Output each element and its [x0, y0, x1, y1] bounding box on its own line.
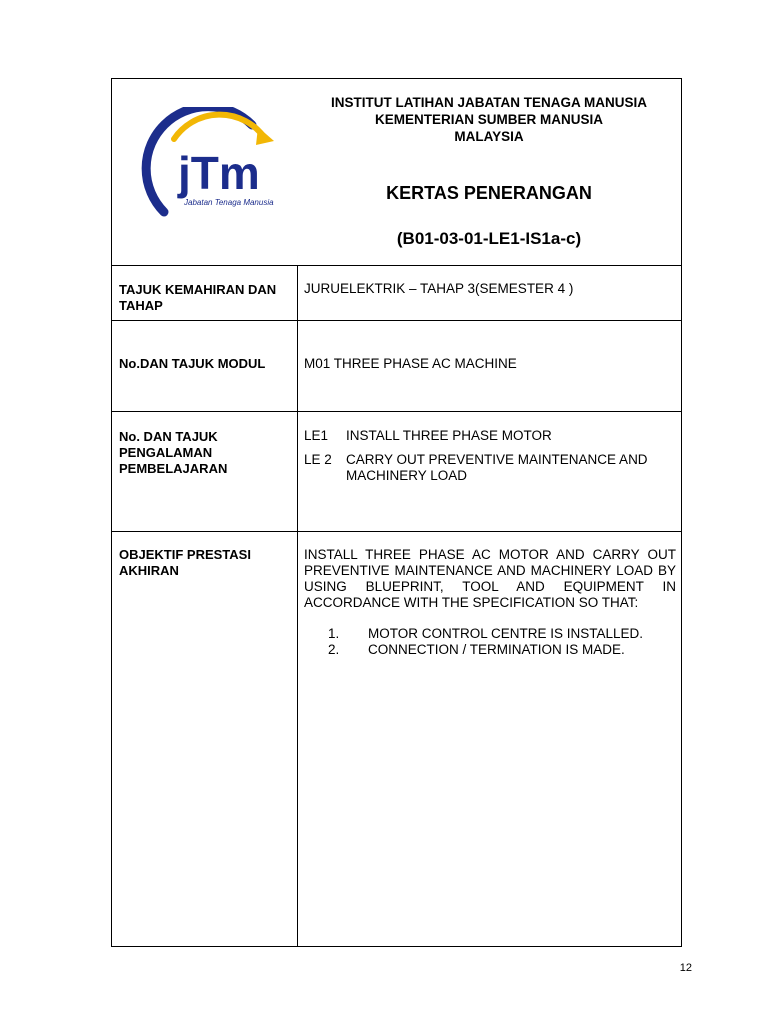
objective-item: [304, 642, 676, 658]
row-module: [112, 321, 681, 412]
sheet-header: [112, 79, 681, 266]
learning-label: No. DAN TAJUK PENGALAMAN PEMBELAJARAN: [119, 429, 228, 476]
logo-subtext: Jabatan Tenaga Manusia: [184, 198, 274, 207]
objective-item-text: CONNECTION / TERMINATION IS MADE.: [368, 642, 625, 657]
document-title: KERTAS PENERANGAN: [386, 183, 592, 203]
row-learning-experience: [112, 412, 681, 532]
institution-line: MALAYSIA: [454, 129, 524, 144]
objective-item: [304, 626, 676, 642]
skill-label: TAJUK KEMAHIRAN DAN TAHAP: [119, 282, 277, 313]
institution-line: KEMENTERIAN SUMBER MANUSIA: [374, 112, 603, 127]
objective-list: [304, 626, 676, 658]
learning-item-number: LE1: [304, 428, 329, 443]
learning-list: [304, 428, 676, 484]
learning-item: [304, 428, 676, 444]
objective-label: OBJEKTIF PRESTASI AKHIRAN: [119, 547, 251, 578]
learning-item: [304, 452, 676, 484]
module-label: No.DAN TAJUK MODUL: [119, 356, 266, 371]
document-code: (B01-03-01-LE1-IS1a-c): [396, 229, 582, 248]
institution-line: INSTITUT LATIHAN JABATAN TENAGA MANUSIA: [331, 95, 647, 110]
skill-value: JURUELEKTRIK – TAHAP 3(SEMESTER 4 ): [304, 281, 574, 296]
objective-item-number: 1.: [328, 626, 340, 641]
institution-name: [312, 94, 666, 145]
objective-item-number: 2.: [328, 642, 340, 657]
explanation-sheet: [111, 78, 682, 947]
objective-content: [304, 547, 676, 658]
jtm-logo: [134, 107, 284, 227]
module-value: M01 THREE PHASE AC MACHINE: [304, 356, 517, 371]
objective-item-text: MOTOR CONTROL CENTRE IS INSTALLED.: [368, 626, 644, 641]
row-objective: [112, 532, 681, 946]
learning-item-number: LE 2: [304, 452, 332, 467]
page-number: 12: [679, 962, 692, 974]
learning-item-text: CARRY OUT PREVENTIVE MAINTENANCE AND MACHINERY LOAD: [346, 452, 648, 483]
logo-text: jTm: [178, 147, 260, 199]
learning-item-text: INSTALL THREE PHASE MOTOR: [346, 428, 552, 443]
row-skill: [112, 265, 681, 321]
objective-text: INSTALL THREE PHASE AC MOTOR AND CARRY OUT PREVENTIVE MAINTENANCE AND MACHINERY LOAD BY USING BLUEPRINT, TOOL AND EQUIPMENT IN ACCORDANCE WITH THE SPECIFICATION SO THAT:: [304, 547, 676, 610]
